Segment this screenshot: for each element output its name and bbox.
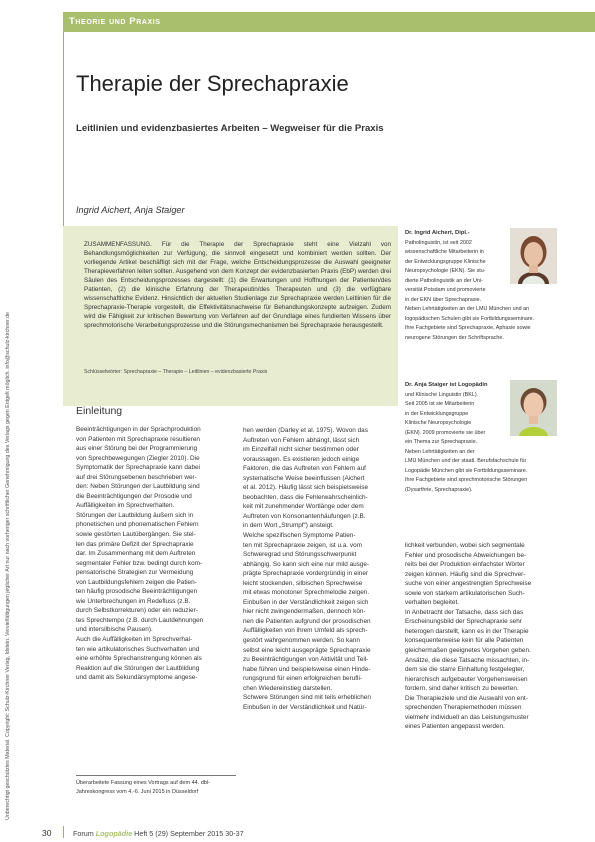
body-text-line: Erscheinungsbild der Sprechapraxie sehr: [405, 618, 522, 626]
bio1-line: logopädischen Schulen gibt sie Fortbildungsseminare.: [405, 315, 535, 322]
body-text-line: Einbußen in der Verständlichkeit und Natür-: [243, 703, 367, 711]
body-column-1: [76, 425, 236, 683]
bio1-line: neurogene Störungen der Schriftsprache.: [405, 335, 504, 342]
abstract: [84, 240, 391, 330]
body-text-line: ten häufig prosodische Beeinträchtigungen: [76, 588, 198, 596]
bio1-line: Ihre Fachgebiete sind Sprechapraxie, Aphasie sowie: [405, 325, 531, 332]
body-text-line: sprechenden Therapiemethoden müssen: [405, 704, 522, 712]
footnote: Überarbeitete Fassung eines Vortrags auf dem 44. dbl-Jahreskongress vom 4.-6. Juni 2015 in Düsseldorf: [76, 780, 210, 795]
body-text-line: In Anbetracht der Tatsache, dass sich das: [405, 608, 524, 616]
page-footer: [0, 828, 595, 842]
keywords: Schlüsselwörter: Sprechapraxie – Therapie – Leitlinien – evidenzbasierte Praxis: [84, 369, 268, 375]
bio2-line: (EKN). 2009 promovierte sie über: [405, 429, 486, 436]
body-text-line: Die Therapieziele und die Auswahl von ent-: [405, 694, 528, 702]
bio2-line: und Klinische Linguistin (BKL).: [405, 391, 479, 398]
bio2-line: Logopädie München gibt sie Fortbildungsseminare.: [405, 467, 528, 474]
article-title: Therapie der Sprechapraxie: [76, 71, 349, 96]
article-subtitle: Leitlinien und evidenzbasiertes Arbeiten – Wegweiser für die Praxis: [76, 123, 384, 134]
author-bio-staiger: [405, 381, 555, 496]
body-text-line: und damit als Sekundärsymptome angese-: [76, 674, 198, 682]
body-text-line: nen die Patienten aufgrund der prosodischen: [243, 617, 371, 625]
body-text-line: verhalten begleitet.: [405, 599, 460, 607]
body-text-line: lichkeit verbunden, wobei sich segmentale: [405, 542, 525, 549]
footer-divider: [63, 826, 64, 838]
bio1-line: Patholinguistin, ist seit 2002: [405, 239, 472, 246]
bio2-line: LMU München und der staatl. Berufsfachschule für: [405, 458, 527, 465]
body-text-line: Störungen der Lautbildung äußern sich in: [76, 511, 194, 519]
body-text-line: im Einzelfall nicht sicher bestimmen oder: [243, 446, 359, 454]
body-text-line: selbst eine leicht ausgeprägte Sprechapraxie: [243, 646, 371, 654]
body-text-line: Auch die Auffälligkeiten im Sprechverhal-: [76, 636, 193, 644]
body-text-line: Beeinträchtigungen in der Sprachproduktion: [76, 426, 201, 433]
body-text-line: vielmehr individuell an das Leistungsmuster: [405, 713, 529, 721]
body-text-line: chen Wiedereinstieg darstellen.: [243, 684, 333, 692]
bio1-line: wissenschaftliche Mitarbeiterin in: [405, 249, 484, 256]
body-text-line: dem sie die starre Einhaltung festgelegter,: [405, 666, 525, 674]
body-text-line: eine erhöhte Sprechanstrengung können als: [76, 655, 202, 663]
section-heading: Einleitung: [76, 405, 123, 417]
body-text-line: suche von einer angestrengten Sprechweise: [405, 580, 532, 588]
body-text-line: Schweregrad und Störungsschwerpunkt: [243, 551, 357, 559]
body-text-line: systematische Weise beeinflussen (Aichert: [243, 474, 365, 482]
body-text-line: fordern, sind daher kritisch zu bewerten.: [405, 685, 519, 693]
body-text-line: gleichermaßen geeignetes Vorgehen geben.: [405, 647, 531, 655]
body-text-line: hierarchisch aufgebauter Vorgehensweisen: [405, 675, 528, 683]
body-text-line: prägte Sprechapraxie vordergründig in einer: [243, 570, 369, 578]
body-text-line: heterogen darstellt, kann es in der Therapie: [405, 627, 529, 635]
accent-rule: [63, 32, 64, 232]
body-text-line: Fehler und prosodische Abweichungen be-: [405, 551, 527, 559]
body-text-line: rungsgrund für einen erfolgreichen berufli-: [243, 675, 363, 683]
body-text-line: zeigen können. Häufig sind die Sprechver-: [405, 570, 526, 578]
body-text-line: ten wie artikulatorisches Suchverhalten und: [76, 645, 200, 653]
body-text-line: wie Unterbrechungen im Redefluss (z.B.: [76, 597, 191, 605]
body-text-line: eines Patienten angepasst werden.: [405, 723, 505, 731]
body-text-line: von Sprechbewegungen (Ziegler 2010). Die: [76, 454, 200, 462]
bio1-line: in der EKN über Sprechapraxie.: [405, 296, 482, 303]
abstract-text: Für die Therapie der Sprechapraxie steht eine Vielzahl von Behandlungsmöglichkeiten zur Verfügung, die sinnvoll eingesetzt und kombiniert werden sollten. Der vorliegende Artikel beschäftigt sich mit der Frage, welche Entscheidungsprozesse die Auswahl geeigneter Therapieverfahren leiten sollten. Ausgehend von dem Konzept der evidenzbasierten Praxis (EbP) werden drei Säulen des Entscheidungsprozesses dargestellt: (1) die Erwartungen und Hoffnungen der Patienten/des Patienten, (2) die klinische Erfahrung der Therapeutin/des Therapeuten und (3) die verfügbare wissenschaftliche Evidenz. Hinsichtlich der aktuellen Studienlage zur Sprechapraxie werden Leitlinien für die Sprechapraxie-Therapie vorgestellt, die Effektivitätsnachweise für Behandlungskonzepte aufzeigen. Zudem wird die Fähigkeit zur kritischen Bewertung von Verfahren auf der Grundlage eines fundierten Wissens über sprechmotorische Verarbeitungsprozesse und die Störungsmechanismen bei Sprechapraxie herausgestellt.: [84, 241, 392, 330]
body-column-3: [405, 541, 568, 732]
body-text-line: Auftreten von Fehlern abhängt, lässt sich: [243, 436, 360, 444]
body-column-2: [243, 426, 401, 712]
bio2-line: Ihre Fachgebiete sind sprechmotorische Störungen: [405, 477, 528, 484]
body-text-line: Faktoren, die das Auftreten von Fehlern auf: [243, 465, 366, 473]
page-number: 30: [42, 828, 52, 838]
bio2-line: Neben Lehrtätigkeiten an der: [405, 448, 475, 455]
body-text-line: und intersilbische Pausen).: [76, 626, 153, 634]
body-text-line: reits bei der Produktion einfachster Wörter: [405, 561, 525, 569]
body-text-line: Auffälligkeiten von ihrem Umfeld als sprech-: [243, 627, 368, 635]
author-bio-aichert: [405, 229, 555, 344]
body-text-line: konsequenterweise kein für alle Patienten: [405, 637, 524, 645]
body-text-line: durch Selbstkorrekturen) oder ein reduzier-: [76, 607, 198, 615]
body-text-line: mit etwas monotoner Sprechmelodie zeigen.: [243, 589, 370, 597]
body-text-line: habe führen und beispielsweise einen Hinde-: [243, 665, 371, 673]
body-text-line: hen werden (Darley et al. 1975). Wovon das: [243, 427, 368, 434]
body-text-line: beobachten, dass die Fehlerwahrscheinlich-: [243, 493, 368, 501]
body-text-line: Symptomatik der Sprechapraxie kann dabei: [76, 464, 200, 472]
body-text-line: len das primäre Defizit der Sprechapraxie: [76, 540, 194, 548]
body-text-line: die Beeinträchtigungen der Prosodie und: [76, 492, 192, 500]
abstract-label: ZUSAMMENFASSUNG.: [84, 241, 152, 248]
body-text-line: hier nicht zwingendermaßen, dennoch kön-: [243, 608, 366, 616]
body-text-line: leicht stockenden, silbischen Sprechweise: [243, 579, 363, 587]
body-text-line: segmentaler Fehler bzw. bedingt durch kom-: [76, 559, 203, 567]
article-authors: Ingrid Aichert, Anja Staiger: [76, 205, 185, 215]
journal-prefix: Forum: [73, 829, 94, 838]
body-text-line: phonetischen und phonematischen Fehlern: [76, 521, 199, 529]
body-text-line: abhängig. So kann sich eine nur mild ausge-: [243, 560, 370, 568]
body-text-line: sowie von starkem artikulatorischen Such-: [405, 589, 525, 597]
body-text-line: zu Beeinträchtigungen von Aktivität und Teil-: [243, 656, 369, 664]
copyright-notice: Unberechtigt geschütztes Material. Copyright: Schulz-Kirchner Verlag, Idstein. Vervielfältigungen jeglicher Art nur nach vorheriger schriftlicher Genehmigung des Verlags gegen Entgelt möglich. info@schulz-kirchner.de: [5, 312, 11, 820]
body-text-line: tes Sprechtempo (z.B. durch Lautdehnungen: [76, 616, 204, 624]
body-text-line: et al. 2012). Häufig lässt sich beispielsweise: [243, 484, 369, 492]
body-text-line: voraussagen. Es existieren jedoch einige: [243, 455, 360, 463]
body-text-line: von Patienten mit Sprechapraxie resultieren: [76, 435, 200, 443]
body-text-line: Auftreten von Konsonantenhäufungen (z.B.: [243, 512, 366, 520]
body-text-line: in dem Wort „Strumpf“) ansteigt.: [243, 522, 334, 530]
bio1-line: Neben Lehrtätigkeiten an der LMU München und an: [405, 306, 530, 313]
body-text-line: auf drei Störungsebenen beschrieben wer-: [76, 473, 197, 481]
journal-brand: Logopädie: [95, 829, 133, 838]
bio1-line: der Entwicklungsgruppe Klinische: [405, 258, 486, 265]
body-text-line: pensatorische Strategien zur Vermeidung: [76, 569, 194, 577]
body-text-line: aus einer Störung bei der Programmierung: [76, 445, 198, 453]
rubric-bar: [63, 12, 595, 32]
journal-info: [73, 829, 244, 838]
body-text-line: ten mit Sprechapraxie zeigen, ist u.a. vom: [243, 541, 362, 549]
bio1-name: Dr. Ingrid Aichert, Dipl.-: [405, 230, 470, 236]
body-text-line: Einbußen in der Verständlichkeit zeigen sich: [243, 598, 369, 606]
bio2-line: ein Thema zur Sprechapraxie.: [405, 439, 478, 446]
body-text-line: Schwere Störungen sind mit teils erheblichen: [243, 694, 371, 702]
body-text-line: sowie gestörten Lautübergängen. Sie stel-: [76, 531, 196, 539]
body-text-line: gestört wahrgenommen werden. So kann: [243, 637, 360, 645]
body-text-line: den: Neben Störungen der Lautbildung sind: [76, 483, 200, 491]
bio2-name: Dr. Anja Staiger ist Logopädin: [405, 382, 488, 388]
bio1-line: versität Potsdam und promovierte: [405, 287, 486, 294]
rubric-label: Theorie und Praxis: [69, 16, 161, 27]
body-text-line: dar. Im Zusammenhang mit dem Auftreten: [76, 550, 196, 558]
bio1-line: Neuropsychologie (EKN). Sie stu-: [405, 268, 486, 275]
bio1-line: dierte Patholinguistik an der Uni-: [405, 277, 483, 284]
bio2-line: Klinische Neuropsychologie: [405, 420, 472, 427]
bio2-line: in der Entwicklungsgruppe: [405, 410, 469, 417]
body-text-line: Auffälligkeiten im Sprechverhalten.: [76, 502, 175, 510]
bio2-line: Seit 2005 ist sie Mitarbeiterin: [405, 401, 475, 408]
body-text-line: keit mit zunehmender Wortlänge oder dem: [243, 503, 364, 511]
issue-info: Heft 5 (29) September 2015 30-37: [134, 829, 244, 838]
bio2-line: (Dysarthrie, Sprechapraxie).: [405, 487, 473, 494]
body-text-line: Reaktion auf die Störungen der Lautbildung: [76, 664, 200, 672]
body-text-line: Ansätze, die diese Tatsache missachten, in-: [405, 656, 530, 664]
body-text-line: von Lautbildungsfehlern zeigen die Patien-: [76, 578, 197, 586]
footnote-rule: [76, 775, 236, 776]
body-text-line: Welche spezifischen Symptome Patien-: [243, 532, 356, 540]
